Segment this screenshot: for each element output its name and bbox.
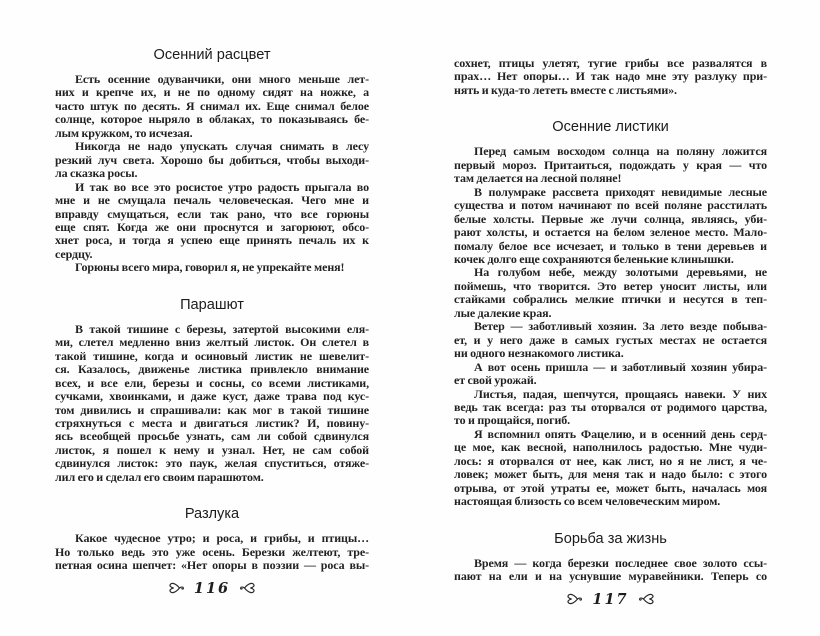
text-line: Есть осенние одуванчики, они много меньше лет- [75, 72, 369, 86]
text-line: петная осина шепчет: «Нет опоры в поэзии — роса вы- [55, 558, 369, 573]
text-line: лил его и сделал его своим парашютом. [55, 469, 264, 484]
text-line: ловек; может быть, для меня так и надо было: с этого [454, 467, 767, 482]
text-line: лось: я оторвался от нее, как лист, но я не лист, я че- [454, 453, 767, 468]
page-left [55, 0, 369, 597]
text-line: прах… Нет опоры… И так надо мне эту разлуку при- [454, 69, 767, 84]
paragraph [454, 428, 767, 509]
paragraph [55, 140, 369, 180]
text-line: Ветер — заботливый хозяин. За лето везде побыва- [474, 319, 767, 334]
text-line: А вот осень пришла — и заботливый хозяин убира- [474, 359, 767, 374]
text-line: всех, и все ели, березы и сосны, со всеми листиками, [55, 375, 369, 390]
text-line: ся. Казалось, движенье листика привлекло внимание [55, 362, 369, 377]
paragraph [55, 532, 369, 572]
text-line: В полумраке рассвета приходят невидимые лесные [474, 184, 767, 199]
text-line: первый мороз. Притаиться, подождать у края — что [454, 157, 767, 172]
text-line: помалу белое все исчезает, и только в тени деревьев и [454, 238, 767, 253]
text-line: кочек долго еще сохраняются беленькие клинышки. [454, 251, 734, 266]
text-line: сердцу. [55, 246, 93, 261]
paragraph [454, 266, 767, 320]
section-heading: Разлука [184, 506, 240, 523]
paragraph [55, 323, 369, 484]
paragraph [55, 181, 369, 262]
page-number: 116 [193, 579, 231, 597]
text-line: лым кружком, то исчезая. [55, 125, 193, 140]
text-line: листок, я пошел к нему и узнал. Нет, не сам собой [55, 442, 369, 457]
paragraph [454, 557, 767, 584]
text-line: отрыва, от этой утраты ее, может быть, началась моя [454, 480, 767, 495]
text-line: сохнет, птицы улетят, тугие грибы все развалятся в [454, 56, 767, 70]
page-right [454, 0, 767, 608]
section-heading: Парашют [180, 296, 244, 313]
text-line: це мое, как весной, наполнилось радостью. Мне чуди- [454, 440, 767, 455]
text-line: И так во все это росистое утро радость прыгала во [75, 179, 369, 194]
text-line: такой тишине, когда и осиновый листик не шевелит- [55, 348, 369, 363]
text-line: то и прощайся, погиб. [454, 413, 571, 428]
text-line: В такой тишине с березы, затертой высокими еля- [75, 321, 369, 336]
text-line: Никогда не надо упускать случая снимать в лесу [75, 139, 369, 154]
section-heading: Осенний расцвет [153, 47, 271, 63]
paragraph [454, 388, 767, 428]
text-line: ет, и у него даже в самых густых местах не остается [454, 332, 767, 347]
page-left-footer [55, 580, 369, 597]
text-line: пают на ели и на уснувшие муравейники. Теперь со [454, 569, 767, 584]
text-line: том дивились и спрашивали: как мог в такой тишине [55, 402, 369, 417]
text-line: Время — когда березки последнее свое золото ссы- [474, 555, 767, 570]
text-line: сдвинулся листок: это паук, желая спуститься, отяже- [55, 456, 369, 471]
page-right-footer [454, 591, 767, 608]
text-line: часто штук по десять. Я снимал их. Еще снимал белое [55, 98, 369, 113]
text-line: них и крепче их, и не по одному сидят на ножке, а [55, 85, 369, 100]
text-line: настоящая близость со всем человеческим миром. [454, 494, 721, 509]
paragraph [55, 73, 369, 140]
text-line: ла сказка росы. [55, 166, 138, 181]
text-line: ясь всеобщей просьбе узнать, сам ли собой сдвинулся [55, 429, 369, 444]
paragraph [454, 186, 767, 267]
text-line: вправду смущаться, если так рано, что все горюны [55, 206, 369, 221]
paragraph [454, 361, 767, 388]
section-heading: Борьба за жизнь [554, 530, 667, 547]
text-line: существа и потом начинают по всей поляне расстилать [454, 198, 767, 213]
floral-heart-ornament-right-icon [239, 581, 257, 595]
text-line: Какое чудесное утро; и роса, и грибы, и птицы… [75, 531, 369, 546]
paragraph [55, 261, 369, 274]
text-line: мне и не смущала печаль человеческая. Чего мне и [55, 193, 369, 208]
text-line: ведь так всегда: раз ты оторвался от родимого царства, [454, 399, 767, 414]
paragraph [454, 145, 767, 185]
paragraph [454, 320, 767, 360]
text-line: рают холсты, и остается на белом зеленое место. Мало- [454, 225, 767, 240]
text-line: нять и куда-то лететь вместе с листьями». [454, 82, 677, 97]
floral-heart-ornament-left-icon [167, 581, 185, 595]
text-line: резкий луч света. Хорошо бы добиться, чтобы выходи- [55, 152, 369, 167]
text-line: белые холсты. Первые же лучи солнца, являясь, уби- [454, 211, 767, 226]
text-line: ет свой урожай. [454, 373, 537, 388]
page-number: 117 [592, 590, 629, 608]
text-line: там делается на лесной поляне! [454, 171, 622, 186]
text-line: Горюны всего мира, говорил я, не упрекайте меня! [75, 260, 345, 275]
floral-heart-ornament-left-icon [565, 592, 583, 606]
text-line: солнце, которое ныряло в облаках, то показываясь бе- [55, 112, 369, 127]
text-line: стряхнуться с места и двигаться листик? И, повину- [55, 415, 369, 430]
text-line: сучками, хвоинками, и даже куст, даже трава под кус- [55, 389, 369, 404]
text-line: Я вспомнил опять Фацелию, и в осенний день серд- [474, 426, 767, 441]
paragraph [454, 57, 767, 97]
text-line: еще спят. Когда же они проснутся и загорюют, обсо- [55, 219, 369, 234]
text-line: ни одного незнакомого листика. [454, 346, 624, 361]
text-line: поймешь, что творится. Это ветер уносит листы, или [454, 278, 767, 293]
text-line: На голубом небе, между золотыми деревьями, не [474, 265, 767, 280]
floral-heart-ornament-right-icon [638, 592, 656, 606]
text-line: Перед самым восходом солнца на поляну ложится [474, 144, 767, 159]
text-line: хнет роса, и тогда я успею еще принять печаль их к [55, 233, 369, 248]
page-right-content [454, 57, 767, 584]
section-heading: Осенние листики [552, 119, 669, 136]
page-left-content [55, 47, 369, 573]
text-line: стайками собрались мелкие птички и несутся в теп- [454, 292, 767, 307]
text-line: лые далекие края. [454, 305, 552, 320]
text-line: ми, слетел медленно вниз желтый листок. Он слетел в [55, 335, 369, 350]
text-line: Листья, падая, шепчутся, прощаясь навеки. У них [474, 386, 767, 401]
text-line: Но только ведь это уже осень. Березки желтеют, тре- [55, 544, 369, 559]
